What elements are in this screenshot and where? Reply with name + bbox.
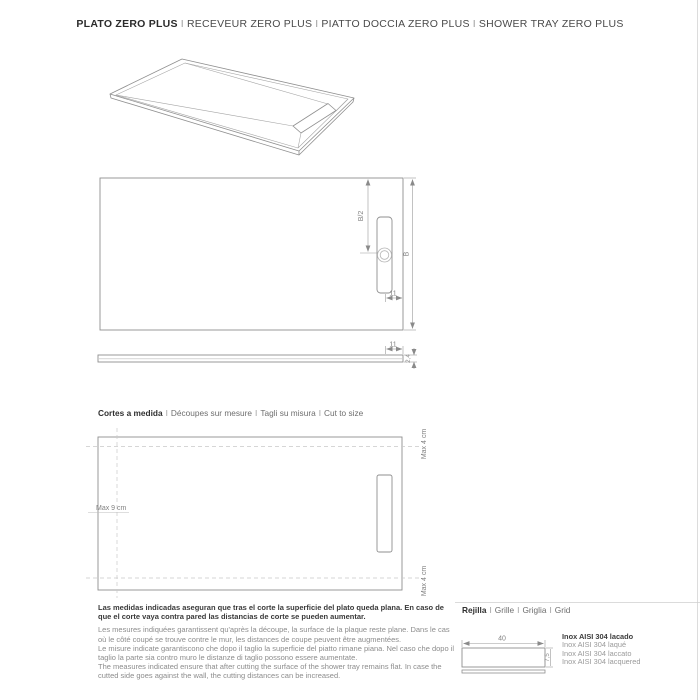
- cut-to-size-title: Cortes a medida I Découpes sur mesure I Tagli su misura I Cut to size: [98, 408, 364, 418]
- drain-slot-perspective: [293, 104, 336, 134]
- side-view-drawing: [98, 342, 417, 370]
- material-es: Inox AISI 304 lacado: [562, 632, 634, 641]
- top-view-drawing: [100, 178, 416, 330]
- note-it: Le misure indicate garantiscono che dopo il taglio la superficie del piatto rimane piana. Nel caso che dopo il taglio la parte sia contro muro le distanze di taglio possono essere aumentate.: [98, 643, 455, 663]
- product-name-en: SHOWER TRAY ZERO PLUS: [478, 18, 624, 30]
- grille-materials: [562, 633, 640, 667]
- cut-max-bottom-label: Max 4 cm: [421, 565, 428, 597]
- cut-max-left-label: Max 9 cm: [96, 505, 127, 512]
- product-name-es: PLATO ZERO PLUS: [76, 18, 178, 30]
- dim-thickness-label: 2,4: [405, 354, 412, 363]
- page-title: PLATO ZERO PLUS I RECEVEUR ZERO PLUS I PIATTO DOCCIA ZERO PLUS I SHOWER TRAY ZERO PLUS: [76, 18, 624, 30]
- dim-b2-label: B/2: [358, 210, 365, 222]
- note-es: Las medidas indicadas aseguran que tras el corte la superficie del plato queda plana. En caso de que el corte vaya contra pared las distancias de corte se pueden aumentar.: [98, 603, 444, 622]
- material-fr: Inox AISI 304 laqué: [562, 640, 627, 650]
- grille-side-profile: [462, 670, 545, 673]
- note-en: The measures indicated ensure that after cutting the surface of the shower tray remains flat. In case the cutted side goes against the wall, the cutting distances can be increased.: [98, 662, 442, 681]
- tray-outline-plan: [100, 178, 403, 330]
- cutting-notes: [98, 603, 455, 681]
- dim-11-plan-label: 11: [389, 290, 397, 298]
- drain-hole-outer: [378, 248, 392, 262]
- grille-title: Rejilla I Grille I Griglia I Grid: [462, 605, 571, 615]
- note-fr: Les mesures indiquées garantissent qu'après la découpe, la surface de la plaque reste plane. Dans le cas où le côté coupé se trouve contre le mur, les distances de coupe peuvent être augmentées.: [98, 625, 450, 644]
- drain-slot-plan: [377, 217, 392, 293]
- product-name-fr: RECEVEUR ZERO PLUS: [186, 18, 313, 30]
- cut-max-top-label: Max 4 cm: [421, 428, 428, 460]
- cut-limit-lines: [86, 428, 419, 598]
- dim-grille-width-label: 7,5: [544, 653, 551, 662]
- drain-slot-cut: [377, 475, 392, 552]
- material-it: Inox AISI 304 laccato: [562, 648, 632, 658]
- dim-11-side-label: 11: [389, 341, 397, 349]
- product-name-it: PIATTO DOCCIA ZERO PLUS: [321, 18, 470, 30]
- drain-hole-inner: [380, 251, 389, 260]
- grille-face: [462, 648, 545, 667]
- cut-to-size-drawing: [86, 428, 428, 598]
- dim-40-label: 40: [498, 635, 506, 643]
- dim-b-label: B: [403, 251, 411, 257]
- material-en: Inox AISI 304 lacquered: [562, 657, 641, 667]
- tray-outline-cut: [98, 437, 402, 590]
- perspective-view-drawing: [110, 59, 354, 155]
